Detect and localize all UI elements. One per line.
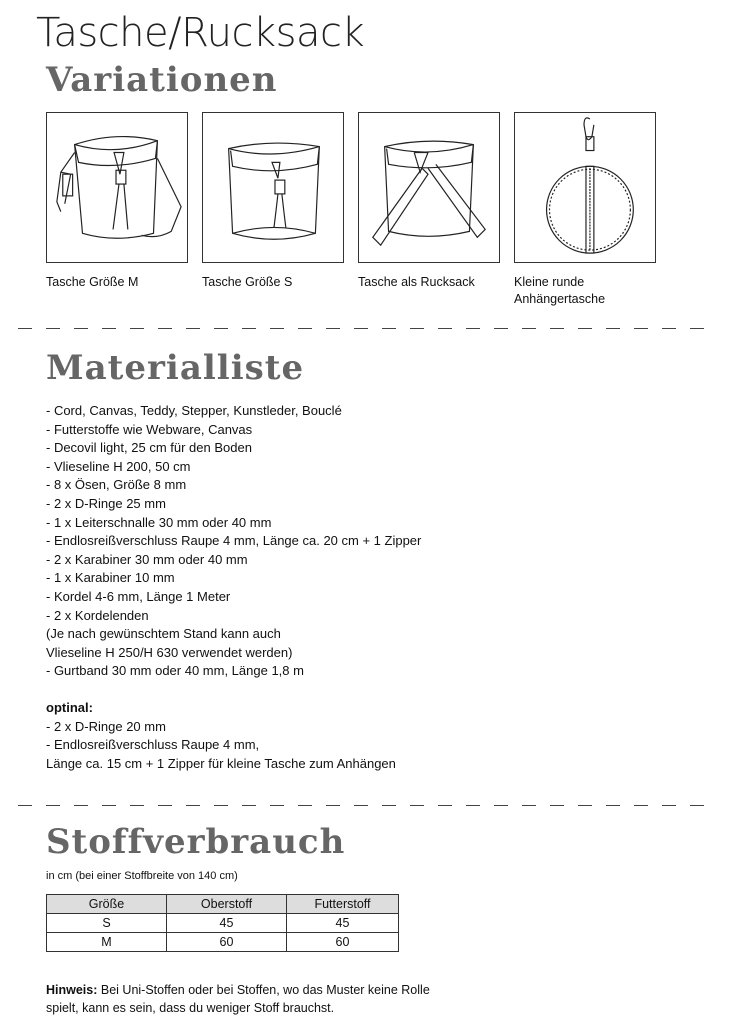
list-item: - 2 x D-Ringe 25 mm <box>46 495 166 511</box>
list-item: - 2 x Karabiner 30 mm oder 40 mm <box>46 551 248 567</box>
fabric-note: in cm (bei einer Stoffbreite von 140 cm) <box>46 870 238 882</box>
fabric-table <box>46 894 399 952</box>
list-item: - Endlosreißverschluss Raupe 4 mm, Länge ca. 20 cm + 1 Zipper <box>46 533 422 549</box>
table-cell: 45 <box>167 914 287 933</box>
hint-label: Hinweis: <box>46 983 98 997</box>
list-item: - Kordel 4-6 mm, Länge 1 Meter <box>46 588 231 604</box>
list-item: - Decovil light, 25 cm für den Boden <box>46 440 252 456</box>
caption-anhaengertasche: Kleine runde Anhängertasche <box>514 275 606 306</box>
list-item: Länge ca. 15 cm + 1 Zipper für kleine Tasche zum Anhängen <box>46 755 396 771</box>
list-item: - Cord, Canvas, Teddy, Stepper, Kunstleder, Bouclé <box>46 403 342 418</box>
list-item: (Je nach gewünschtem Stand kann auch <box>46 626 281 642</box>
table-row <box>47 914 399 933</box>
table-row <box>47 933 399 952</box>
bucket-bag-s-icon <box>202 112 344 263</box>
list-item: - Vlieseline H 200, 50 cm <box>46 458 191 474</box>
bucket-bag-m-icon <box>46 112 188 263</box>
list-item: - 8 x Ösen, Größe 8 mm <box>46 477 187 493</box>
hint-note <box>46 982 486 1017</box>
table-header-row <box>47 895 399 914</box>
hint-text: spielt, kann es sein, dass du weniger Stoff brauchst. <box>46 1000 335 1015</box>
list-item: - Endlosreißverschluss Raupe 4 mm, <box>46 737 260 753</box>
caption-tasche-s: Tasche Größe S <box>202 275 293 289</box>
section-heading-materialliste: Materialliste <box>46 348 305 388</box>
list-item: - Gurtband 30 mm oder 40 mm, Länge 1,8 m <box>46 663 304 679</box>
section-divider <box>18 328 712 329</box>
list-item: - 2 x D-Ringe 20 mm <box>46 718 166 734</box>
table-cell: 60 <box>287 933 399 952</box>
section-divider <box>18 805 712 806</box>
table-cell: S <box>47 914 167 933</box>
variation-gallery <box>46 112 660 312</box>
table-header: Größe <box>47 895 167 914</box>
list-item: - 2 x Kordelenden <box>46 607 149 623</box>
material-list <box>46 402 421 773</box>
round-pouch-icon <box>514 112 656 263</box>
list-item: - 1 x Karabiner 10 mm <box>46 570 175 586</box>
table-cell: M <box>47 933 167 952</box>
section-heading-variationen: Variationen <box>46 60 278 100</box>
table-header: Futterstoff <box>287 895 399 914</box>
list-item: - Futterstoffe wie Webware, Canvas <box>46 421 253 437</box>
table-cell: 60 <box>167 933 287 952</box>
list-item: Vlieseline H 250/H 630 verwendet werden) <box>46 644 293 660</box>
caption-rucksack: Tasche als Rucksack <box>358 275 475 289</box>
hint-text: Bei Uni-Stoffen oder bei Stoffen, wo das Muster keine Rolle <box>97 983 430 997</box>
page-title: Tasche/Rucksack <box>36 10 365 56</box>
table-header: Oberstoff <box>167 895 287 914</box>
optional-label: optinal: <box>46 699 93 715</box>
section-heading-stoffverbrauch: Stoffverbrauch <box>46 822 346 862</box>
caption-tasche-m: Tasche Größe M <box>46 275 139 289</box>
backpack-icon <box>358 112 500 263</box>
list-item: - 1 x Leiterschnalle 30 mm oder 40 mm <box>46 514 272 530</box>
table-cell: 45 <box>287 914 399 933</box>
